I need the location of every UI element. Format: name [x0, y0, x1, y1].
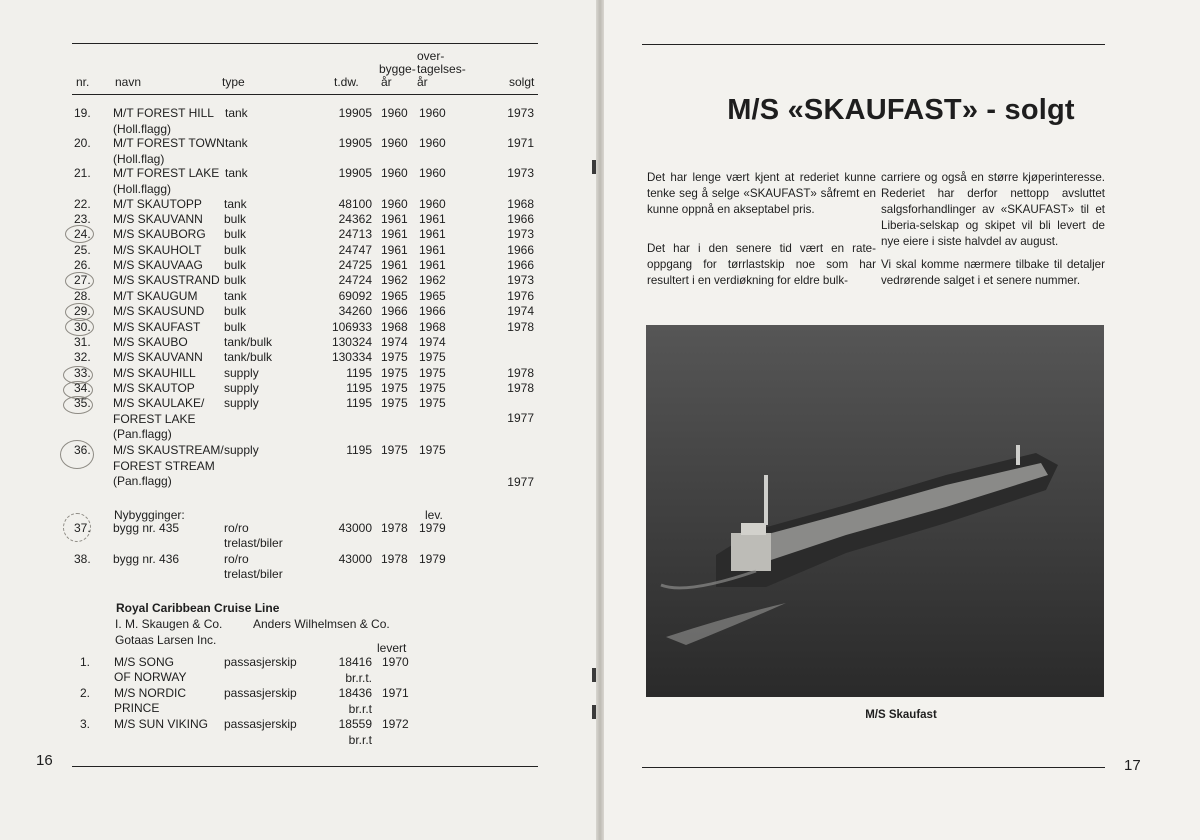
- ship-type: bulk: [224, 304, 247, 318]
- header-over-2: tagelses-: [417, 62, 466, 76]
- ship-taken: 1975: [419, 381, 446, 395]
- ship-nr: 34.: [74, 381, 91, 395]
- ship-tdw: 1195: [346, 443, 372, 457]
- newbuild-delivered: 1979: [419, 521, 446, 535]
- ship-type: supply: [224, 381, 259, 395]
- rccl-tonnage: 18416: [338, 655, 372, 669]
- rccl-year: 1971: [382, 686, 409, 700]
- ship-name: M/S SKAUSUND: [113, 304, 205, 318]
- ship-built: 1960: [381, 166, 408, 180]
- ship-taken: 1960: [419, 136, 446, 150]
- ship-sold: 1978: [507, 320, 534, 334]
- ship-taken: 1968: [419, 320, 446, 334]
- ship-nr: 26.: [74, 258, 91, 272]
- ship-tdw: 24725: [338, 258, 372, 272]
- rccl-type: passasjerskip: [224, 717, 297, 731]
- article-col1-p2: Det har i den senere tid vært en rate-oppgang for tørrlastskip noe som har resultert i en verdiøkning for eldre bulk-: [647, 242, 876, 287]
- ship-type: supply: [224, 396, 259, 410]
- ship-name: M/T FOREST LAKE: [113, 166, 220, 180]
- rccl-name: M/S NORDIC: [114, 686, 186, 700]
- ship-tdw: 69092: [338, 289, 372, 303]
- ship-name: M/S SKAUBO: [113, 335, 188, 349]
- ship-taken: 1961: [419, 227, 446, 241]
- header-rule: [72, 94, 538, 95]
- ship-sold: 1973: [507, 227, 534, 241]
- top-rule: [72, 43, 538, 44]
- ship-taken: 1962: [419, 273, 446, 287]
- ship-sold: 1974: [507, 304, 534, 318]
- page-number-right: 17: [1124, 757, 1141, 774]
- ship-taken: 1961: [419, 258, 446, 272]
- ship-built: 1960: [381, 197, 408, 211]
- header-bygge-2: år: [381, 75, 392, 89]
- newbuild-type: ro/ro: [224, 521, 249, 535]
- rccl-owner-1: I. M. Skaugen & Co.: [115, 617, 223, 631]
- ship-tdw: 24713: [338, 227, 372, 241]
- ship-built: 1961: [381, 243, 408, 257]
- rccl-tonnage: 18559: [338, 717, 372, 731]
- ship-taken: 1961: [419, 212, 446, 226]
- ship-tdw: 34260: [338, 304, 372, 318]
- ship-taken: 1960: [419, 166, 446, 180]
- ship-built: 1961: [381, 212, 408, 226]
- ship-taken: 1974: [419, 335, 446, 349]
- ship-name: M/S SKAUVANN: [113, 212, 203, 226]
- ship-name: M/S SKAUHOLT: [113, 243, 202, 257]
- ship-sold: 1971: [507, 136, 534, 150]
- ship-nr: 36.: [74, 443, 91, 457]
- ship-nr: 20.: [74, 136, 91, 150]
- ship-tdw: 24747: [338, 243, 372, 257]
- ship-built: 1975: [381, 396, 408, 410]
- ship-name: (Pan.flagg): [113, 474, 172, 488]
- ship-nr: 19.: [74, 106, 91, 120]
- ship-name: FOREST STREAM: [113, 458, 215, 473]
- ship-nr: 30.: [74, 320, 91, 334]
- newbuild-delivered: 1979: [419, 552, 446, 566]
- newbuild-type: ro/ro: [224, 552, 249, 566]
- ship-name: M/S SKAUVANN: [113, 350, 203, 364]
- rccl-unit: br.r.t: [348, 733, 372, 747]
- ship-taken: 1975: [419, 350, 446, 364]
- ship-taken: 1975: [419, 443, 446, 457]
- ship-type: bulk: [224, 258, 247, 272]
- ship-tdw: 130324: [331, 335, 372, 349]
- ship-name: (Holl.flag): [113, 151, 165, 166]
- ship-type: tank/bulk: [224, 335, 273, 349]
- article-col2-p1: carriere og også en større kjøperinteresse. Rederiet har derfor nettopp avsluttet salgsforhandlinger av «SKAUFAST» til et Liberia-selskap og skipet vil bli levert de nye eiere i siste halvdel av august.: [881, 171, 1105, 248]
- ship-built: 1974: [381, 335, 408, 349]
- rccl-nr: 2.: [80, 686, 91, 700]
- ship-nr: 32.: [74, 350, 91, 364]
- ship-nr: 24.: [74, 227, 91, 241]
- ship-taken: 1960: [419, 197, 446, 211]
- ship-tdw: 19905: [338, 106, 372, 120]
- header-over-1: over-: [417, 49, 445, 63]
- ship-type: bulk: [224, 212, 247, 226]
- rccl-levert: levert: [377, 641, 407, 655]
- ship-taken: 1966: [419, 304, 446, 318]
- ship-name: M/S SKAUFAST: [113, 320, 201, 334]
- header-tdw: t.dw.: [334, 75, 359, 89]
- ship-name: M/S SKAUSTRAND: [113, 273, 220, 287]
- ship-built: 1975: [381, 350, 408, 364]
- rccl-year: 1972: [382, 717, 409, 731]
- rccl-name: OF NORWAY: [114, 670, 187, 684]
- photo-caption: M/S Skaufast: [865, 709, 937, 721]
- ship-built: 1961: [381, 227, 408, 241]
- ship-tdw: 1195: [346, 366, 372, 380]
- page-number-left: 16: [36, 752, 53, 769]
- header-navn: navn: [115, 75, 142, 89]
- ship-nr: 27.: [74, 273, 91, 287]
- ship-tdw: 24362: [338, 212, 372, 226]
- ship-nr: 29.: [74, 304, 91, 318]
- header-over-3: år: [417, 75, 428, 89]
- newbuild-name: bygg nr. 435: [113, 521, 180, 535]
- ship-nr: 31.: [74, 335, 91, 349]
- ship-name: M/S SKAUSTREAM/: [113, 443, 224, 457]
- ship-nr: 23.: [74, 212, 91, 226]
- bottom-rule-right: [642, 767, 1105, 768]
- ship-built: 1966: [381, 304, 408, 318]
- ship-name: FOREST LAKE: [113, 411, 196, 426]
- newbuild-tdw: 43000: [338, 552, 372, 566]
- newbuild-type: trelast/biler: [224, 567, 283, 581]
- ship-sold: 1976: [507, 289, 534, 303]
- rccl-name: M/S SONG: [114, 655, 175, 669]
- newbuild-built: 1978: [381, 521, 408, 535]
- ship-name: M/S SKAUTOP: [113, 381, 195, 395]
- newbuild-nr: 38.: [74, 552, 91, 566]
- rccl-nr: 3.: [80, 717, 91, 731]
- ship-type: supply: [224, 443, 259, 457]
- newbuild-nr: 37.: [74, 521, 91, 535]
- binder-mark: [592, 668, 596, 682]
- ship-type: bulk: [224, 227, 247, 241]
- rccl-year: 1970: [382, 655, 409, 669]
- rccl-type: passasjerskip: [224, 686, 297, 700]
- ship-nr: 25.: [74, 243, 91, 257]
- rccl-name: M/S SUN VIKING: [114, 717, 209, 731]
- ship-built: 1975: [381, 366, 408, 380]
- ship-sold: 1978: [507, 366, 534, 380]
- bottom-rule-left: [72, 766, 538, 767]
- ship-name: M/T FOREST HILL: [113, 106, 214, 120]
- ship-name: M/S SKAUBORG: [113, 227, 206, 241]
- ship-tdw: 19905: [338, 136, 372, 150]
- ship-nr: 35.: [74, 396, 91, 410]
- ship-nr: 33.: [74, 366, 91, 380]
- top-rule-right: [642, 44, 1105, 45]
- ship-type: bulk: [224, 273, 247, 287]
- ship-built: 1975: [381, 443, 408, 457]
- ship-type: tank/bulk: [224, 350, 273, 364]
- rccl-owner-2: Anders Wilhelmsen & Co.: [253, 617, 390, 631]
- ship-sold: 1968: [507, 197, 534, 211]
- ship-name: (Holl.flagg): [113, 121, 172, 136]
- ship-sold: 1977: [507, 475, 534, 489]
- ship-type: tank: [225, 106, 248, 120]
- ship-name: M/T SKAUTOPP: [113, 197, 202, 211]
- ship-built: 1960: [381, 106, 408, 120]
- ship-sold: 1966: [507, 258, 534, 272]
- rccl-type: passasjerskip: [224, 655, 297, 669]
- ship-photo: [646, 325, 1104, 697]
- ship-type: tank: [224, 197, 247, 211]
- ship-built: 1960: [381, 136, 408, 150]
- ship-tdw: 1195: [346, 381, 372, 395]
- ship-sold: 1973: [507, 166, 534, 180]
- ship-built: 1965: [381, 289, 408, 303]
- header-nr: nr.: [76, 75, 90, 89]
- ship-name: (Pan.flagg): [113, 427, 172, 441]
- binder-mark: [592, 160, 596, 174]
- ship-name: (Holl.flagg): [113, 181, 172, 196]
- ship-type: tank: [225, 136, 248, 150]
- ship-tdw: 19905: [338, 166, 372, 180]
- ship-nr: 28.: [74, 289, 91, 303]
- ship-tdw: 130334: [331, 350, 372, 364]
- ship-taken: 1975: [419, 366, 446, 380]
- ship-tdw: 106933: [331, 320, 372, 334]
- ship-name: M/T SKAUGUM: [113, 289, 198, 303]
- article-col2-p2: Vi skal komme nærmere tilbake til detaljer vedrørende salget i et senere nummer.: [881, 258, 1105, 287]
- ship-type: supply: [224, 366, 259, 380]
- rccl-unit: br.r.t: [348, 702, 372, 716]
- newbuild-built: 1978: [381, 552, 408, 566]
- rccl-nr: 1.: [80, 655, 91, 669]
- ship-built: 1961: [381, 258, 408, 272]
- ship-type: tank: [225, 166, 248, 180]
- ship-sold: 1977: [507, 411, 534, 425]
- article-col1-p1: Det har lenge vært kjent at rederiet kunne tenke seg å selge «SKAUFAST» såfremt en kunne oppnå en akseptabel pris.: [647, 171, 876, 216]
- ship-name: M/S SKAUVAAG: [113, 258, 203, 272]
- ship-tdw: 24724: [338, 273, 372, 287]
- ship-sold: 1973: [507, 273, 534, 287]
- ship-taken: 1960: [419, 106, 446, 120]
- ship-built: 1962: [381, 273, 408, 287]
- newbuild-lev: lev.: [425, 508, 443, 522]
- ship-nr: 21.: [74, 166, 91, 180]
- ship-tdw: 48100: [338, 197, 372, 211]
- ship-taken: 1961: [419, 243, 446, 257]
- ship-name: M/T FOREST TOWN: [113, 136, 225, 150]
- ship-built: 1968: [381, 320, 408, 334]
- rccl-title: Royal Caribbean Cruise Line: [116, 601, 280, 615]
- newbuild-heading: Nybygginger:: [114, 508, 185, 522]
- article-title: M/S «SKAUFAST» - solgt: [727, 94, 1075, 126]
- ship-type: tank: [224, 289, 247, 303]
- header-solgt: solgt: [509, 75, 535, 89]
- ship-nr: 22.: [74, 197, 91, 211]
- binder-mark: [592, 705, 596, 719]
- newbuild-name: bygg nr. 436: [113, 552, 180, 566]
- ship-sold: 1966: [507, 212, 534, 226]
- ship-sold: 1978: [507, 381, 534, 395]
- ship-taken: 1975: [419, 396, 446, 410]
- newbuild-type: trelast/biler: [224, 536, 283, 550]
- ship-name: M/S SKAUHILL: [113, 366, 196, 380]
- ship-type: bulk: [224, 320, 247, 334]
- ship-type: bulk: [224, 243, 247, 257]
- ship-built: 1975: [381, 381, 408, 395]
- newbuild-tdw: 43000: [338, 521, 372, 535]
- ship-taken: 1965: [419, 289, 446, 303]
- ship-sold: 1966: [507, 243, 534, 257]
- header-bygge-1: bygge-: [379, 62, 416, 76]
- ship-name: M/S SKAULAKE/: [113, 396, 205, 410]
- rccl-owner-3: Gotaas Larsen Inc.: [115, 633, 217, 647]
- ship-photo-illustration: [646, 325, 1104, 697]
- ship-tdw: 1195: [346, 396, 372, 410]
- ship-sold: 1973: [507, 106, 534, 120]
- rccl-unit: br.r.t.: [345, 671, 372, 685]
- rccl-name: PRINCE: [114, 701, 160, 715]
- header-type: type: [222, 75, 245, 89]
- rccl-tonnage: 18436: [338, 686, 372, 700]
